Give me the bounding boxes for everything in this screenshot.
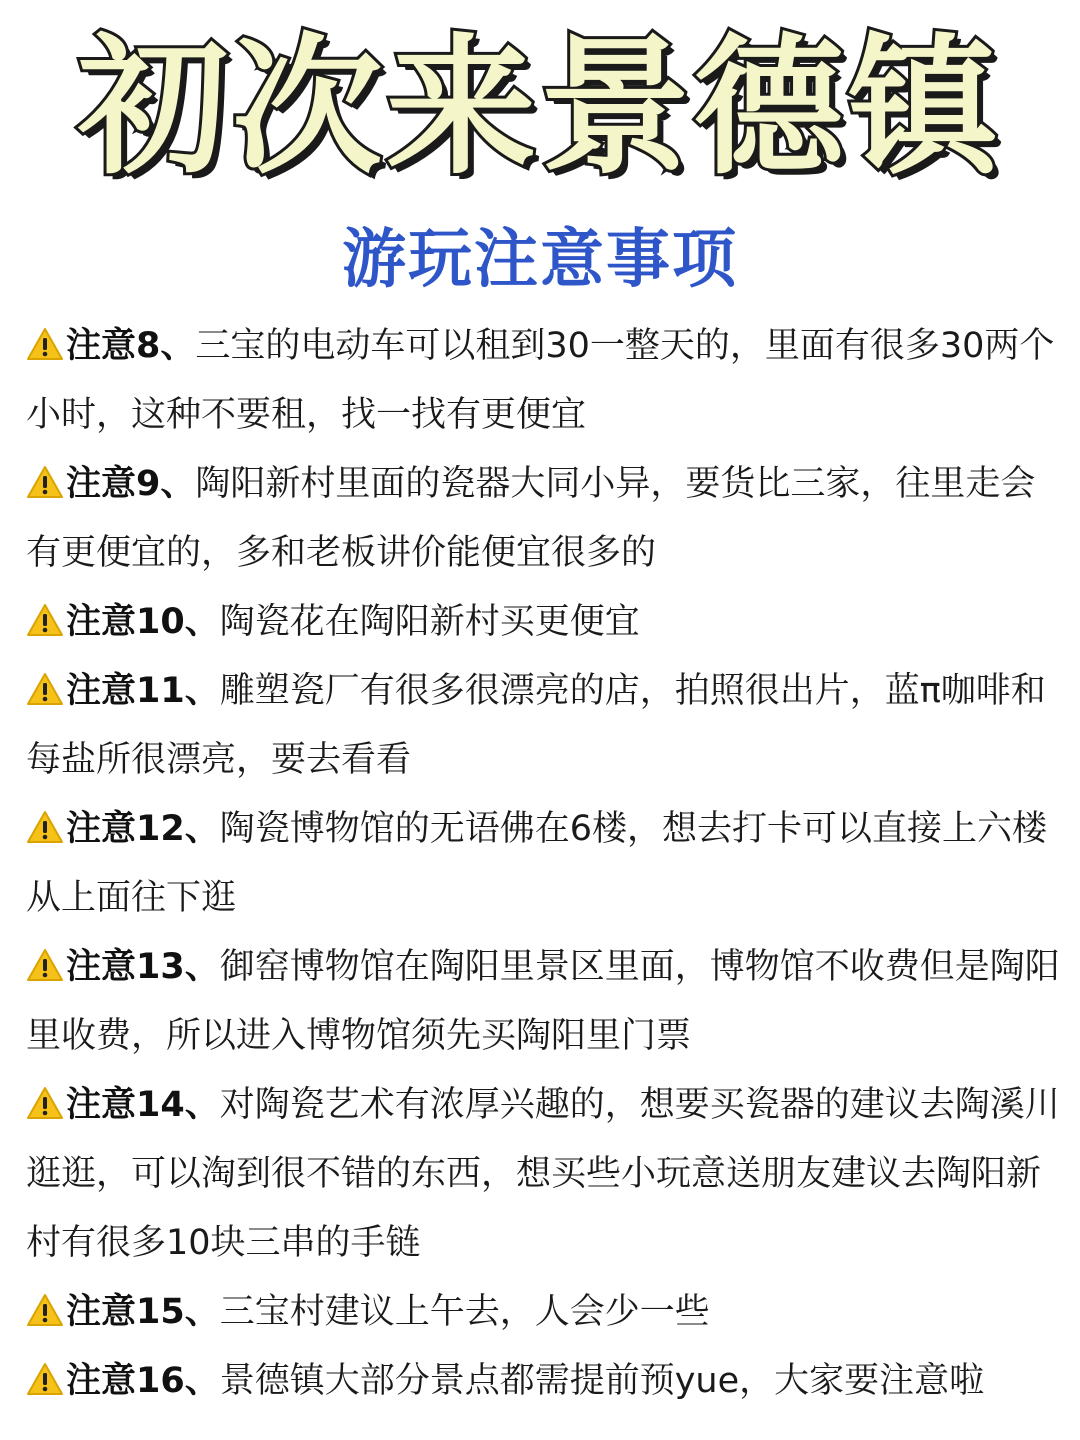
notes-list [26, 312, 1066, 1416]
note-item [26, 1071, 1066, 1278]
note-item [26, 795, 1066, 933]
note-item [26, 657, 1066, 795]
note-text: 陶阳新村里面的瓷器大同小异，要货比三家，往里走会有更便宜的，多和老板讲价能便宜很多的 [26, 464, 1036, 573]
note-label: 注意14、 [66, 1085, 220, 1125]
warning-icon [26, 1362, 64, 1396]
note-label: 注意8、 [66, 326, 196, 366]
warning-icon [26, 1293, 64, 1327]
warning-icon [26, 810, 64, 844]
note-text: 三宝村建议上午去，人会少一些 [219, 1292, 710, 1332]
page-title: 初次来景德镇 [77, 21, 1002, 195]
note-item [26, 312, 1066, 450]
note-text: 三宝的电动车可以租到30一整天的，里面有很多30两个小时，这种不要租，找一找有更便宜 [26, 326, 1055, 435]
note-text: 对陶瓷艺术有浓厚兴趣的，想要买瓷器的建议去陶溪川逛逛，可以淘到很不错的东西，想买些小玩意送朋友建议去陶阳新村有很多10块三串的手链 [26, 1085, 1060, 1263]
note-item [26, 1278, 1066, 1347]
note-text: 陶瓷花在陶阳新村买更便宜 [219, 602, 640, 642]
note-label: 注意9、 [66, 464, 196, 504]
note-label: 注意16、 [66, 1361, 220, 1401]
warning-icon [26, 327, 64, 361]
note-item [26, 588, 1066, 657]
note-label: 注意11、 [66, 671, 220, 711]
note-item [26, 1347, 1066, 1416]
note-text: 雕塑瓷厂有很多很漂亮的店，拍照很出片，蓝π咖啡和每盐所很漂亮，要去看看 [26, 671, 1046, 780]
warning-icon [26, 948, 64, 982]
note-label: 注意12、 [66, 809, 220, 849]
note-text: 御窑博物馆在陶阳里景区里面，博物馆不收费但是陶阳里收费，所以进入博物馆须先买陶阳里门票 [26, 947, 1060, 1056]
warning-icon [26, 672, 64, 706]
note-text: 陶瓷博物馆的无语佛在6楼，想去打卡可以直接上六楼从上面往下逛 [26, 809, 1047, 918]
note-text: 景德镇大部分景点都需提前预yue，大家要注意啦 [219, 1361, 985, 1401]
note-label: 注意10、 [66, 602, 220, 642]
note-item [26, 933, 1066, 1071]
warning-icon [26, 603, 64, 637]
note-label: 注意15、 [66, 1292, 220, 1332]
warning-icon [26, 1086, 64, 1120]
note-item [26, 450, 1066, 588]
warning-icon [26, 465, 64, 499]
note-label: 注意13、 [66, 947, 220, 987]
page-subtitle: 游玩注意事项 [342, 223, 738, 297]
